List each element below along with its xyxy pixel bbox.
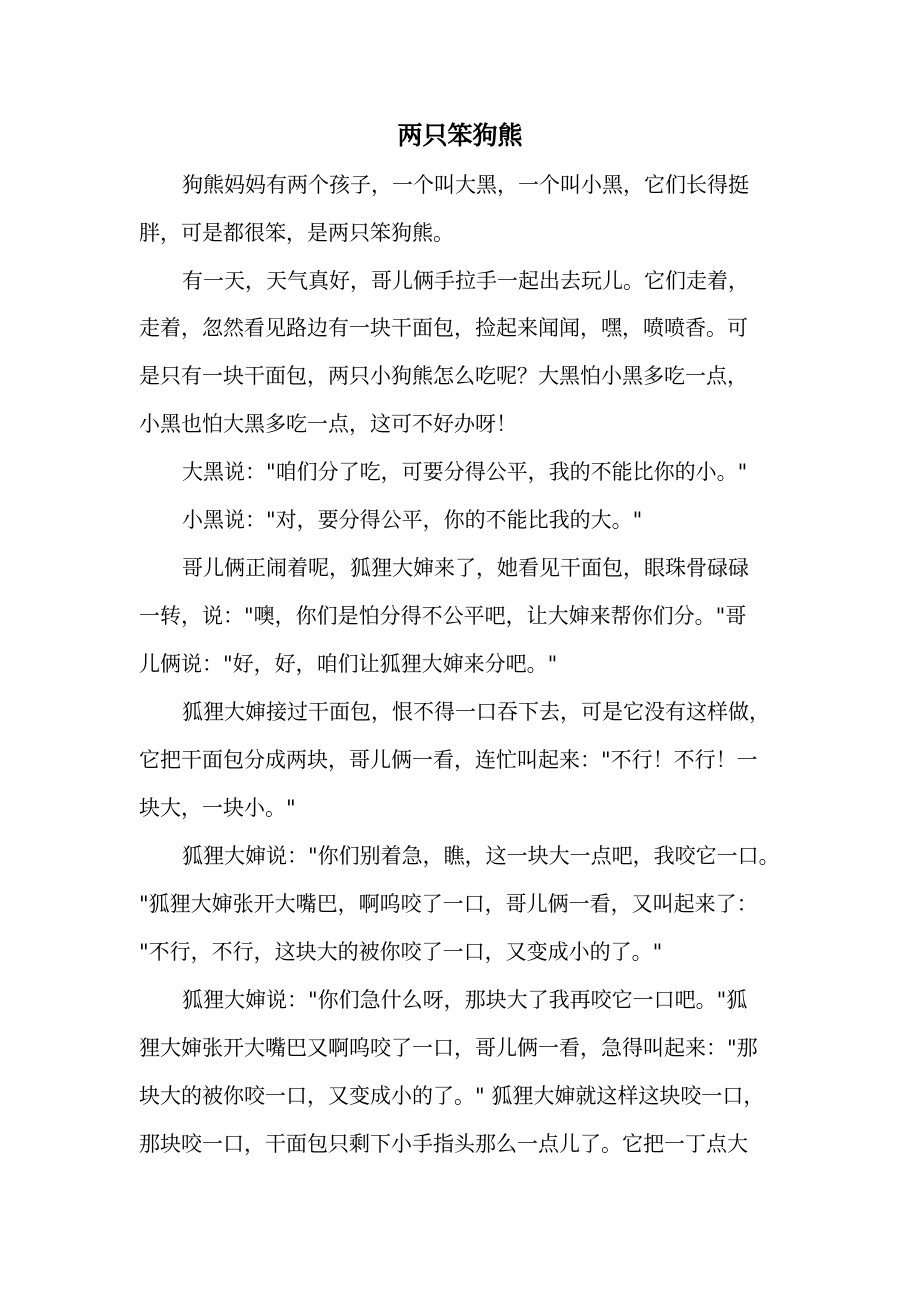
text-line: 胖，可是都很笨，是两只笨狗熊。 <box>139 221 454 245</box>
text-line: 哥儿俩正闹着呢，狐狸大婶来了，她看见干面包，眼珠骨碌碌 <box>182 556 749 580</box>
text-line: "不行，不行，这块大的被你咬了一口，又变成小的了。" <box>139 940 663 964</box>
text-line: 走着，忽然看见路边有一块干面包，捡起来闻闻，嘿，喷喷香。可 <box>139 316 748 340</box>
text-line: 大黑说："咱们分了吃，可要分得公平，我的不能比你的小。" <box>182 460 748 484</box>
text-line: 狐狸大婶接过干面包，恨不得一口吞下去，可是它没有这样做， <box>182 700 770 724</box>
text-line: 它把干面包分成两块，哥儿俩一看，连忙叫起来："不行！不行！一 <box>139 748 758 772</box>
text-line: 小黑说："对，要分得公平，你的不能比我的大。" <box>182 508 643 532</box>
text-line: 有一天，天气真好，哥儿俩手拉手一起出去玩儿。它们走着， <box>182 269 749 293</box>
text-line: 狐狸大婶说："你们急什么呀，那块大了我再咬它一口吧。"狐 <box>182 988 748 1012</box>
text-line: 小黑也怕大黑多吃一点，这可不好办呀！ <box>139 412 517 436</box>
text-line: 狗熊妈妈有两个孩子，一个叫大黑，一个叫小黑，它们长得挺 <box>182 173 749 197</box>
document-title: 两只笨狗熊 <box>397 121 523 150</box>
text-line: 是只有一块干面包，两只小狗熊怎么吃呢？大黑怕小黑多吃一点， <box>139 364 748 388</box>
text-line: 狸大婶张开大嘴巴又啊呜咬了一口，哥儿俩一看，急得叫起来："那 <box>139 1036 758 1060</box>
text-line: 一转，说："噢，你们是怕分得不公平吧，让大婶来帮你们分。"哥 <box>139 604 747 628</box>
text-line: 块大的被你咬一口，又变成小的了。" 狐狸大婶就这样这块咬一口， <box>139 1084 765 1108</box>
text-line: "狐狸大婶张开大嘴巴，啊呜咬了一口，哥儿俩一看，又叫起来了： <box>139 892 758 916</box>
text-line: 儿俩说："好，好，咱们让狐狸大婶来分吧。" <box>139 652 558 676</box>
text-line: 块大，一块小。" <box>139 796 296 820</box>
text-line: 那块咬一口，干面包只剩下小手指头那么一点儿了。它把一丁点大 <box>139 1132 748 1156</box>
text-line: 狐狸大婶说："你们别着急，瞧，这一块大一点吧，我咬它一口。 <box>182 844 780 868</box>
